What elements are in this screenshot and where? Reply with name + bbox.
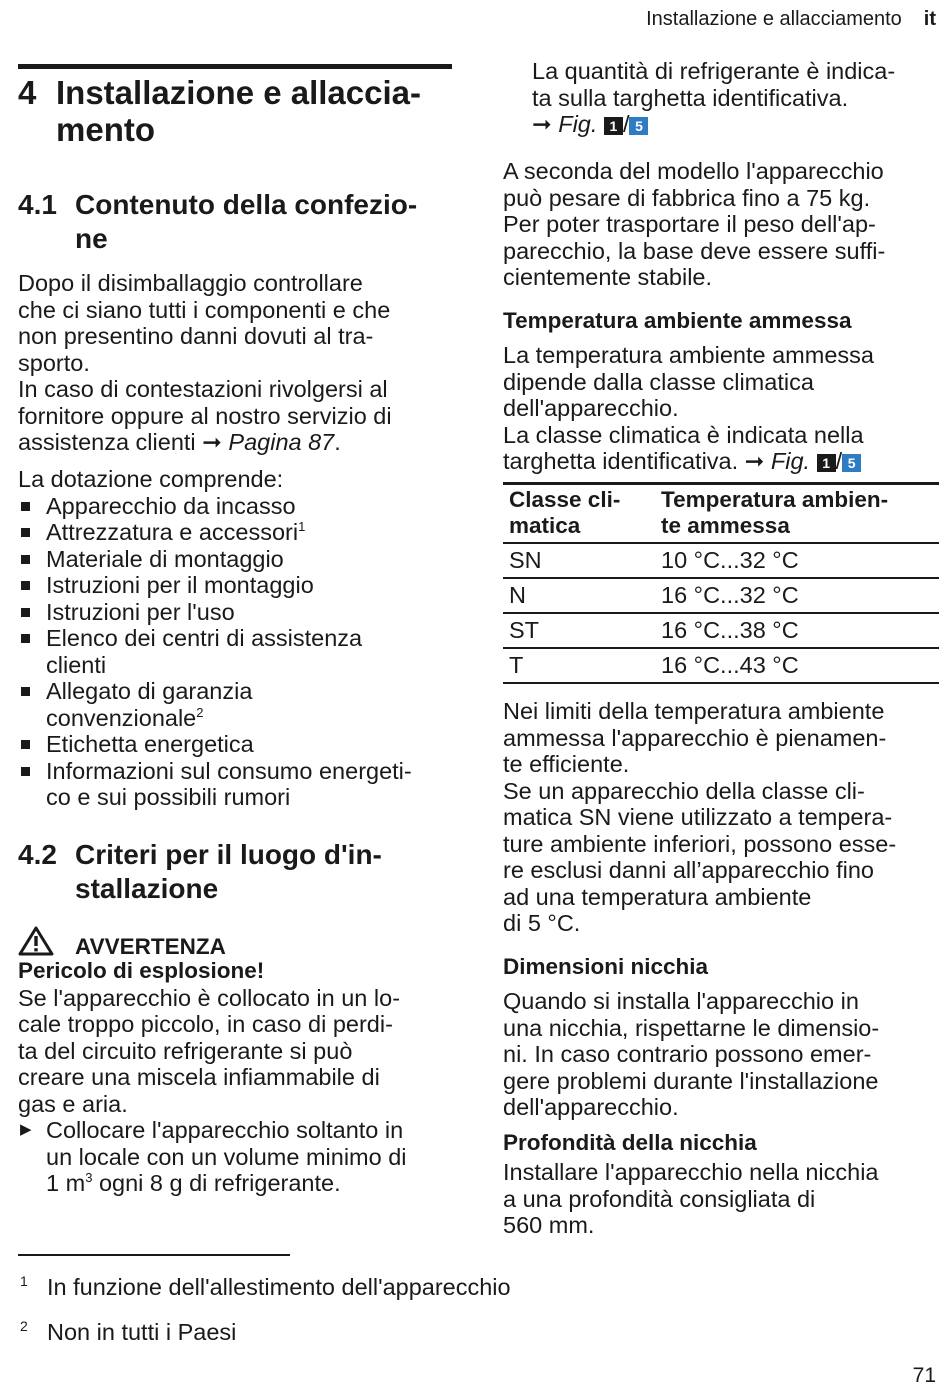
text-line: ta del circuito refrigerante si può	[18, 1037, 353, 1064]
text-line: Se un apparecchio della classe cli-	[503, 777, 865, 804]
refrigerant-note	[532, 58, 942, 138]
section-number: 4.2	[18, 839, 57, 870]
figure-badge-5: 5	[842, 454, 861, 472]
text-line: In caso di contestazioni rivolgersi al	[18, 376, 388, 402]
list-item	[18, 572, 458, 599]
running-header-title: Installazione e allacciamento	[646, 8, 902, 30]
warning-box	[18, 926, 458, 1197]
list-item-text: Elenco dei centri di assistenza	[46, 625, 363, 651]
list-item-text: Apparecchio da incasso	[46, 492, 296, 519]
chapter-rule	[18, 64, 452, 69]
text-line: ni. In caso contrario possono emer-	[503, 1041, 872, 1067]
temperature-heading: Temperatura ambiente ammessa	[503, 308, 852, 333]
list-item	[18, 546, 458, 573]
niche-heading: Dimensioni nicchia	[503, 954, 709, 979]
text-line: Quando si installa l'apparecchio in	[503, 988, 859, 1014]
text-line: una nicchia, rispettarne le dimensio-	[503, 1014, 880, 1041]
page-number: 71	[912, 1364, 936, 1387]
text-line: di 5 °C.	[503, 910, 581, 936]
arrow-right-icon: ➞	[744, 448, 765, 474]
chapter-title	[18, 74, 458, 148]
list-item	[18, 599, 458, 626]
list-item	[18, 493, 458, 520]
list-intro: La dotazione comprende:	[18, 466, 284, 492]
text-line: che ci siano tutti i componenti e che	[18, 296, 391, 323]
table-row	[503, 648, 939, 683]
chapter-title-line1: Installazione e allaccia-	[56, 74, 421, 111]
list-item-text: clienti	[46, 651, 107, 678]
text-line: Collocare l'apparecchio soltanto in	[46, 1117, 404, 1143]
text-line: non presentino danni dovuti al tra-	[18, 323, 374, 349]
list-item-text: Allegato di garanzia	[46, 678, 253, 704]
limits-paragraph	[503, 698, 943, 937]
warning-triangle-icon	[18, 926, 54, 956]
text-line: sporto.	[18, 349, 90, 376]
text-line: Nei limiti della temperatura ambiente	[503, 698, 885, 724]
arrow-right-icon: ➞	[202, 429, 222, 455]
footnote-ref: 1	[298, 519, 306, 535]
text-line: ad una temperatura ambiente	[503, 883, 812, 910]
text-line: parecchio, la base deve essere suffi-	[503, 237, 886, 264]
list-item-text: Istruzioni per il montaggio	[46, 572, 314, 598]
text-line: assistenza clienti ➞ Pagina 87.	[18, 429, 341, 455]
figure-badge-1: 1	[817, 454, 836, 472]
text-line: La classe climatica è indicata nella	[503, 421, 864, 448]
climate-class-table-wrap	[503, 482, 939, 684]
text-line	[46, 1170, 458, 1197]
text-line: fornitore oppure al nostro servizio di	[18, 402, 392, 429]
contents-list	[18, 493, 458, 811]
section-4-2-heading	[18, 838, 458, 906]
footnote-text: In funzione dell'allestimento dell'apparecchio	[47, 1274, 511, 1300]
warning-label: AVVERTENZA	[75, 934, 226, 959]
text-line: dell'apparecchio.	[503, 1094, 679, 1120]
climate-class-table	[503, 485, 939, 684]
arrow-right-icon: ➞	[532, 111, 552, 137]
table-cell-temperature: 16 °C...38 °C	[655, 613, 939, 648]
text-line: La temperatura ambiente ammessa	[503, 342, 874, 368]
language-code: it	[923, 8, 936, 30]
section-title-line2: ne	[75, 223, 108, 254]
text-fragment: ogni 8 g di refrigerante.	[92, 1170, 341, 1196]
footnote-ref: 2	[196, 704, 204, 720]
list-item-text: co e sui possibili rumori	[46, 784, 291, 810]
chapter-title-line2: mento	[56, 111, 155, 148]
footnote-text: Non in tutti i Paesi	[47, 1319, 237, 1345]
figure-badge-5: 5	[629, 117, 648, 135]
list-item-text: convenzionale	[46, 704, 197, 731]
list-item	[18, 625, 458, 678]
table-row	[503, 543, 939, 578]
warning-title: Pericolo di esplosione!	[18, 958, 265, 983]
text-line: Installare l'apparecchio nella nicchia	[503, 1159, 879, 1185]
figure-badge-1: 1	[604, 117, 623, 135]
triangle-bullet-icon: ▶	[20, 1121, 32, 1138]
text-fragment: targhetta identificativa.	[503, 448, 739, 474]
text-line: Se l'apparecchio è collocato in un lo-	[18, 984, 401, 1011]
section-title-line2: stallazione	[75, 873, 219, 904]
text-line: re esclusi danni all’apparecchio fino	[503, 857, 874, 883]
section-4-1-paragraph	[18, 270, 458, 456]
section-title-line1: Criteri per il luogo d'in-	[75, 839, 382, 870]
footnote-mark: 1	[20, 1273, 28, 1289]
footnote	[20, 1274, 620, 1300]
text-line: targhetta identificativa. ➞ Fig. 1 / 5	[503, 448, 943, 475]
header-line: matica	[509, 513, 581, 538]
footnote-rule	[18, 1254, 290, 1256]
table-row	[503, 613, 939, 648]
text-line: gas e aria.	[18, 1090, 128, 1117]
header-line: Temperatura ambien-	[661, 487, 889, 512]
superscript: 3	[85, 1170, 93, 1186]
text-line: cale troppo piccolo, in caso di perdi-	[18, 1011, 393, 1037]
niche-depth-heading: Profondità della nicchia	[503, 1130, 757, 1155]
text-line: gere problemi durante l'installazione	[503, 1067, 879, 1094]
text-line: ammessa l'apparecchio è pienamen-	[503, 724, 887, 751]
list-item-text: Etichetta energetica	[46, 731, 254, 757]
page-link[interactable]: Pagina 87	[228, 429, 335, 455]
weight-paragraph	[503, 158, 943, 291]
fig-label: Fig.	[558, 111, 598, 137]
list-item-text: Attrezzatura e accessori	[46, 519, 299, 545]
chapter-number: 4	[18, 74, 37, 111]
table-header-temperature	[655, 485, 939, 543]
text-fragment: 1 m	[46, 1170, 86, 1196]
table-header-row	[503, 485, 939, 543]
contents-list-block	[18, 466, 458, 811]
table-cell-class: T	[503, 648, 655, 683]
list-item-text: Materiale di montaggio	[46, 545, 284, 572]
section-number: 4.1	[18, 189, 57, 220]
table-cell-temperature: 16 °C...43 °C	[655, 648, 939, 683]
text-line: Per poter trasportare il peso dell'ap-	[503, 211, 876, 237]
fig-label: Fig.	[770, 448, 811, 474]
text-line: può pesare di fabbrica fino a 75 kg.	[503, 184, 871, 211]
table-cell-class: N	[503, 578, 655, 613]
text-line: un locale con un volume minimo di	[46, 1143, 407, 1170]
text-fragment: assistenza clienti	[18, 429, 196, 455]
text-line: te efficiente.	[503, 751, 630, 777]
list-item-text: Informazioni sul consumo energeti-	[46, 757, 412, 784]
table-cell-temperature: 10 °C...32 °C	[655, 543, 939, 578]
list-item	[18, 678, 458, 731]
text-line: dell'apparecchio.	[503, 395, 679, 421]
section-4-1-heading	[18, 188, 458, 256]
niche-paragraph	[503, 988, 943, 1121]
text-line: ture ambiente inferiori, possono esse-	[503, 830, 897, 857]
text-line: Dopo il disimballaggio controllare	[18, 270, 363, 296]
table-cell-class: SN	[503, 543, 655, 578]
footnote	[20, 1319, 620, 1345]
header-line: Classe cli-	[509, 487, 621, 512]
niche-depth-paragraph	[503, 1159, 943, 1239]
section-title-line1: Contenuto della confezio-	[75, 189, 418, 220]
temperature-paragraph	[503, 342, 943, 475]
text-line: 560 mm.	[503, 1212, 595, 1238]
table-cell-temperature: 16 °C...32 °C	[655, 578, 939, 613]
text-line: ta sulla targhetta identificativa.	[532, 84, 849, 111]
table-header-class	[503, 485, 655, 543]
text-line: a una profondità consigliata di	[503, 1185, 816, 1212]
text-line: matica SN viene utilizzato a tempera-	[503, 804, 893, 830]
list-item-text: Istruzioni per l'uso	[46, 598, 235, 625]
text-line: cientemente stabile.	[503, 264, 713, 290]
text-line: La quantità di refrigerante è indica-	[532, 58, 896, 84]
list-item	[18, 731, 458, 758]
table-cell-class: ST	[503, 613, 655, 648]
footnote-mark: 2	[20, 1318, 28, 1334]
warning-action	[18, 1117, 458, 1197]
text-line: creare una miscela infiammabile di	[18, 1064, 380, 1090]
table-row	[503, 578, 939, 613]
running-header	[646, 8, 936, 31]
figure-reference: ➞ Fig. 1 / 5	[532, 111, 942, 138]
text-line: dipende dalla classe climatica	[503, 368, 814, 395]
text-line: A seconda del modello l'apparecchio	[503, 158, 884, 184]
list-item	[18, 519, 458, 546]
list-item	[18, 758, 458, 811]
header-line: te ammessa	[661, 513, 790, 538]
